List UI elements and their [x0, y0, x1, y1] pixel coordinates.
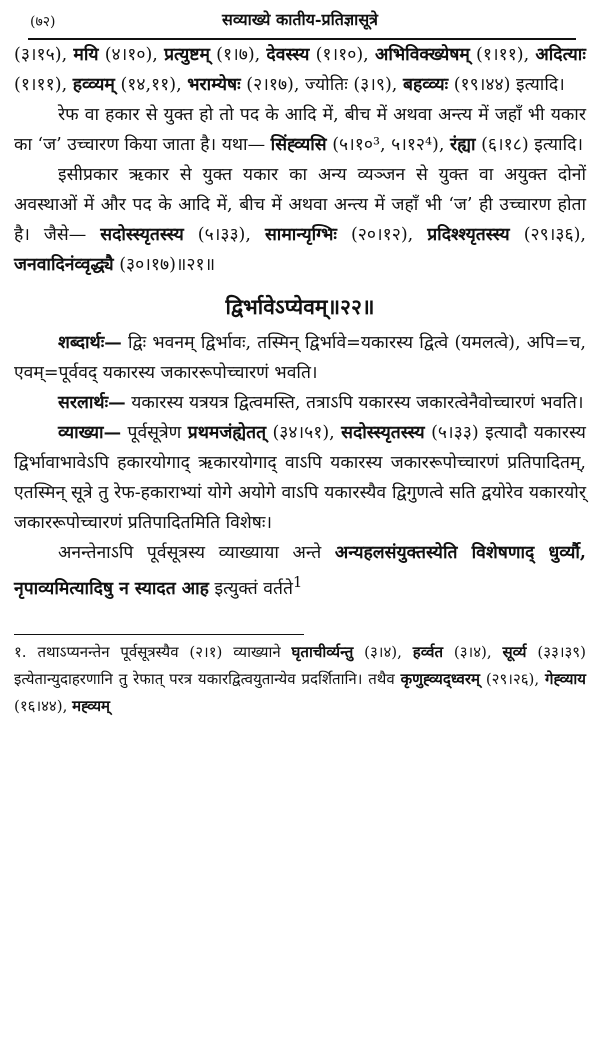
page-number: (७२) — [30, 14, 56, 30]
reference: (१।११), — [14, 75, 68, 95]
quoted-text: अन्यहलसंयुक्तस्येति विशेषणाद् धुर्व्यौ, नृपाव्यमित्यादिषु न स्यादत आह — [14, 543, 586, 599]
example-word: प्रत्युष्टम् — [164, 45, 210, 65]
body-text: इसीप्रकार ऋकार से युक्त यकार का अन्य व्यञ्जन से युक्त वा अयुक्त दोनों अवस्थाओं में और पद के आदि में, बीच में अथवा अन्त्य में जहाँ भी ‘ज’ ही उच्चारण होता है। जैसे— — [14, 165, 586, 245]
reference: (२।१७), — [246, 75, 300, 95]
example-word: हर्व्वत — [412, 642, 443, 661]
sutra-heading: द्विर्भावेऽप्येवम्॥२२॥ — [225, 294, 375, 319]
body-text: (५।३३) इत्यादौ यकारस्य द्विर्भावाभावेऽपि हकारयोगाद् ऋकारयोगाद् वाऽपि यकारस्य जकाररूपोच्चारणं प्रतिपादितम्, एतस्मिन् सूत्रे तु रेफ-हकाराभ्यां योगे अयोगे वाऽपि यकारस्यैव द्विगुणत्वे सति द्वयोरेव यकारयोर् जकाररूपोच्चारणं प्रतिपादितमिति विशेषः। — [14, 423, 586, 533]
example-word: जनवादिनंव्वृद्ध्यै — [14, 255, 114, 275]
body-text: पूर्वसूत्रेण — [127, 423, 182, 443]
header-rule — [28, 38, 576, 40]
section-label: व्याख्या— — [58, 423, 122, 443]
example-word: प्रदिश्श्यृतस्स्य — [427, 225, 510, 245]
example-word: कृणुह्व्यद्ध्वरम् — [400, 669, 480, 688]
example-word: अदित्याः — [535, 45, 586, 65]
reference: (२९।२६), — [485, 669, 540, 688]
reference: (१।१०), — [315, 45, 369, 65]
paragraph-rikara — [14, 160, 586, 280]
reference: (३।४), — [364, 642, 402, 661]
example-word: मह्व्यम् — [72, 696, 111, 715]
reference: (५।१०³, ५।१२⁴), — [332, 135, 445, 155]
example-word: सिंह्व्यसि — [270, 135, 327, 155]
body-text: द्विः भवनम् द्विर्भावः, तस्मिन् द्विर्भावे=यकारस्य द्वित्वे (यमलत्वे), अपि=च, एवम्=पूर्ववद् यकारस्य जकाररूपोच्चारणं भवति। — [14, 333, 586, 383]
reference: (१।७), — [216, 45, 261, 65]
example-word: सूर्व्य — [502, 642, 527, 661]
example-word: गेह्व्याय — [545, 669, 586, 688]
reference: (१६।४४), — [14, 696, 68, 715]
reference: (४।१०), — [104, 45, 158, 65]
section-label: सरलार्थः— — [58, 393, 126, 413]
reference: (३।४), — [453, 642, 492, 661]
body-text: रेफ वा हकार से युक्त हो तो पद के आदि में, बीच में अथवा अन्त्य में जहाँ भी यकार का ‘ज’ उच्चारण किया जाता है। यथा— — [14, 105, 586, 155]
example-word: सदोस्स्यृतस्स्य — [100, 225, 184, 245]
body-text: अनन्तेनाऽपि पूर्वसूत्रस्य व्याख्याया अन्ते — [58, 543, 322, 563]
body-text: तथाऽप्यनन्तेन पूर्वसूत्रस्यैव (२।१) व्याख्याने — [37, 642, 281, 661]
main-text — [14, 40, 586, 604]
footnote-marker[interactable]: 1 — [292, 574, 303, 591]
vyakhya-section — [14, 418, 586, 538]
reference: (३०।१७)॥२१॥ — [119, 255, 216, 275]
reference: (५।३३), — [197, 225, 251, 245]
reference: (१।११), — [476, 45, 530, 65]
example-word: हव्व्यम् — [72, 75, 115, 95]
reference: (३।१५), — [14, 45, 68, 65]
example-word: भराम्येषः — [187, 75, 241, 95]
example-word: अभिविक्ख्येषम् — [374, 45, 470, 65]
body-text: यकारस्य यत्रयत्र द्वित्वमस्ति, तत्राऽपि यकारस्य जकारत्वेनैवोच्चारणं भवति। — [131, 393, 584, 413]
example-word: घृताचीर्व्यन्तु — [291, 642, 354, 661]
example-word: सदोस्स्यृतस्स्य — [341, 423, 425, 443]
shabdartha-section — [14, 328, 586, 388]
reference: ज्योतिः (३।९), — [305, 75, 398, 95]
body-text: इत्युक्तं वर्तते — [214, 578, 293, 599]
paragraph-repha-hakara — [14, 100, 586, 160]
footnote-divider — [14, 634, 304, 635]
running-title: सव्याख्ये कातीय-प्रतिज्ञासूत्रे — [222, 10, 378, 29]
page-header — [14, 0, 586, 40]
example-word: सामान्यृग्भिः — [264, 225, 337, 245]
reference: (२९।३६), — [523, 225, 586, 245]
paragraph-examples-continued — [14, 40, 586, 100]
example-word: देवस्स्य — [266, 45, 310, 65]
reference: (२०।१२), — [350, 225, 414, 245]
reference: (१९।४४) इत्यादि। — [453, 75, 565, 95]
example-word: मयि — [73, 45, 99, 65]
footnote-number: १. — [14, 642, 27, 661]
example-word: रंह्या — [450, 135, 476, 155]
reference: (३४।५१), — [272, 423, 335, 443]
closing-paragraph — [14, 538, 586, 604]
reference: (१४,११), — [120, 75, 182, 95]
section-label: शब्दार्थः— — [58, 333, 122, 353]
saralartha-section — [14, 388, 586, 418]
example-word: बहव्व्यः — [402, 75, 449, 95]
reference: (६।१८) इत्यादि। — [481, 135, 584, 155]
footnote — [14, 639, 586, 720]
example-word: प्रथमजंह्येतत् — [187, 423, 267, 443]
body-text: (३३।३९) इत्येतान्युदाहरणानि तु रेफात् परत्र यकारद्वित्वयुतान्येव प्रदर्शितानि। तथैव — [14, 642, 586, 688]
